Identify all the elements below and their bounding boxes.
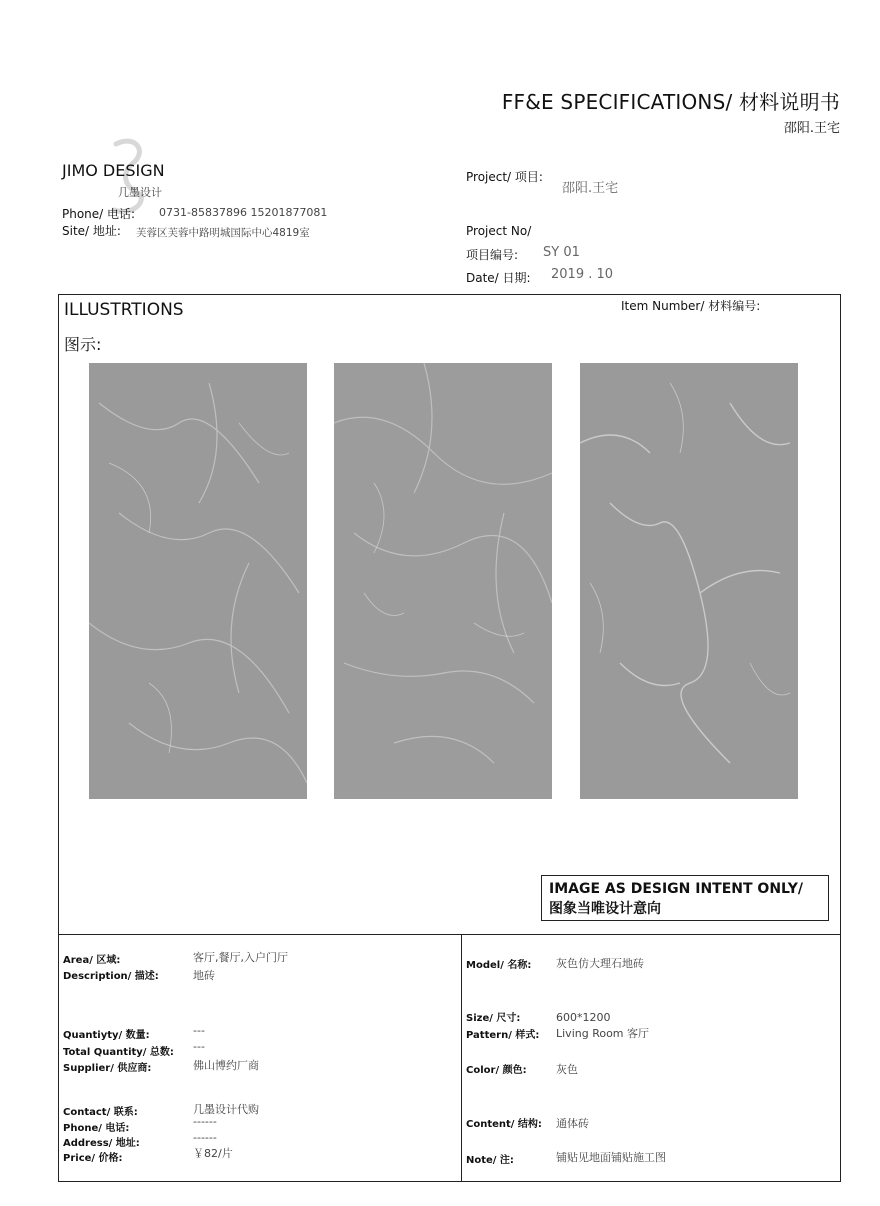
design-intent-line1: IMAGE AS DESIGN INTENT ONLY/	[549, 881, 804, 897]
project-value: 邵阳.王宅	[562, 181, 619, 196]
firm-phone-label: Phone/ 电话:	[62, 207, 136, 221]
field-color-label: Color/ 颜色:	[466, 1065, 527, 1076]
design-intent-line2: 图象当唯设计意向	[549, 901, 661, 917]
field-contact-label: Contact/ 联系:	[63, 1107, 138, 1118]
field-size-label: Size/ 尺寸:	[466, 1013, 521, 1024]
illustrations-title-cn: 图示:	[64, 335, 102, 354]
firm-site-label: Site/ 地址:	[62, 224, 121, 238]
field-supplier-value: 佛山博约厂商	[193, 1059, 259, 1072]
field-address-value: ------	[193, 1131, 217, 1144]
spec-sheet-frame	[58, 294, 841, 1182]
column-divider	[461, 934, 462, 1181]
field-note-label: Note/ 注:	[466, 1155, 514, 1166]
field-quantity-value: ---	[193, 1024, 205, 1037]
field-area-value: 客厅,餐厅,入户门厅	[193, 951, 288, 964]
illustrations-title: ILLUSTRTIONS	[64, 300, 184, 320]
field-model-value: 灰色仿大理石地砖	[556, 957, 644, 970]
project-label: Project/ 项目:	[466, 170, 543, 184]
spec-title: FF&E SPECIFICATIONS/ 材料说明书	[501, 90, 840, 114]
design-intent-note	[541, 875, 829, 921]
field-price-label: Price/ 价格:	[63, 1153, 123, 1164]
firm-phone-value: 0731-85837896 15201877081	[159, 206, 328, 219]
firm-site-value: 芙蓉区芙蓉中路明城国际中心4819室	[136, 227, 310, 239]
field-pattern-label: Pattern/ 样式:	[466, 1030, 540, 1041]
field-total-quantity-label: Total Quantity/ 总数:	[63, 1047, 174, 1058]
field-content-label: Content/ 结构:	[466, 1119, 542, 1130]
section-divider	[59, 934, 840, 935]
project-no-value: SY 01	[543, 245, 580, 260]
date-label: Date/ 日期:	[466, 271, 531, 285]
field-address-label: Address/ 地址:	[63, 1138, 140, 1149]
field-note-value: 铺贴见地面铺贴施工图	[556, 1151, 666, 1164]
field-size-value: 600*1200	[556, 1011, 611, 1024]
marble-tile-image-1	[89, 363, 307, 799]
field-quantity-label: Quantiyty/ 数量:	[63, 1030, 150, 1041]
field-total-quantity-value: ---	[193, 1040, 205, 1053]
field-content-value: 通体砖	[556, 1117, 589, 1130]
marble-tile-image-3	[580, 363, 798, 799]
field-description-value: 地砖	[193, 969, 215, 982]
field-area-label: Area/ 区域:	[63, 955, 121, 966]
field-description-label: Description/ 描述:	[63, 971, 159, 982]
field-price-value: ￥82/片	[193, 1147, 233, 1160]
marble-tile-image-2	[334, 363, 552, 799]
field-phone-value: ------	[193, 1115, 217, 1128]
field-supplier-label: Supplier/ 供应商:	[63, 1063, 152, 1074]
field-contact-value: 几墨设计代购	[193, 1103, 259, 1116]
spec-subtitle: 邵阳.王宅	[783, 121, 840, 136]
field-pattern-value: Living Room 客厅	[556, 1027, 650, 1040]
field-model-label: Model/ 名称:	[466, 960, 532, 971]
project-no-label-cn: 项目编号:	[466, 248, 519, 262]
item-number-label: Item Number/ 材料编号:	[621, 299, 761, 313]
firm-name: JIMO DESIGN	[62, 161, 165, 180]
field-phone-label: Phone/ 电话:	[63, 1123, 130, 1134]
field-color-value: 灰色	[556, 1063, 578, 1076]
project-no-label: Project No/	[466, 224, 532, 238]
firm-name-cn: 几墨设计	[118, 186, 162, 199]
date-value: 2019 . 10	[551, 267, 614, 282]
